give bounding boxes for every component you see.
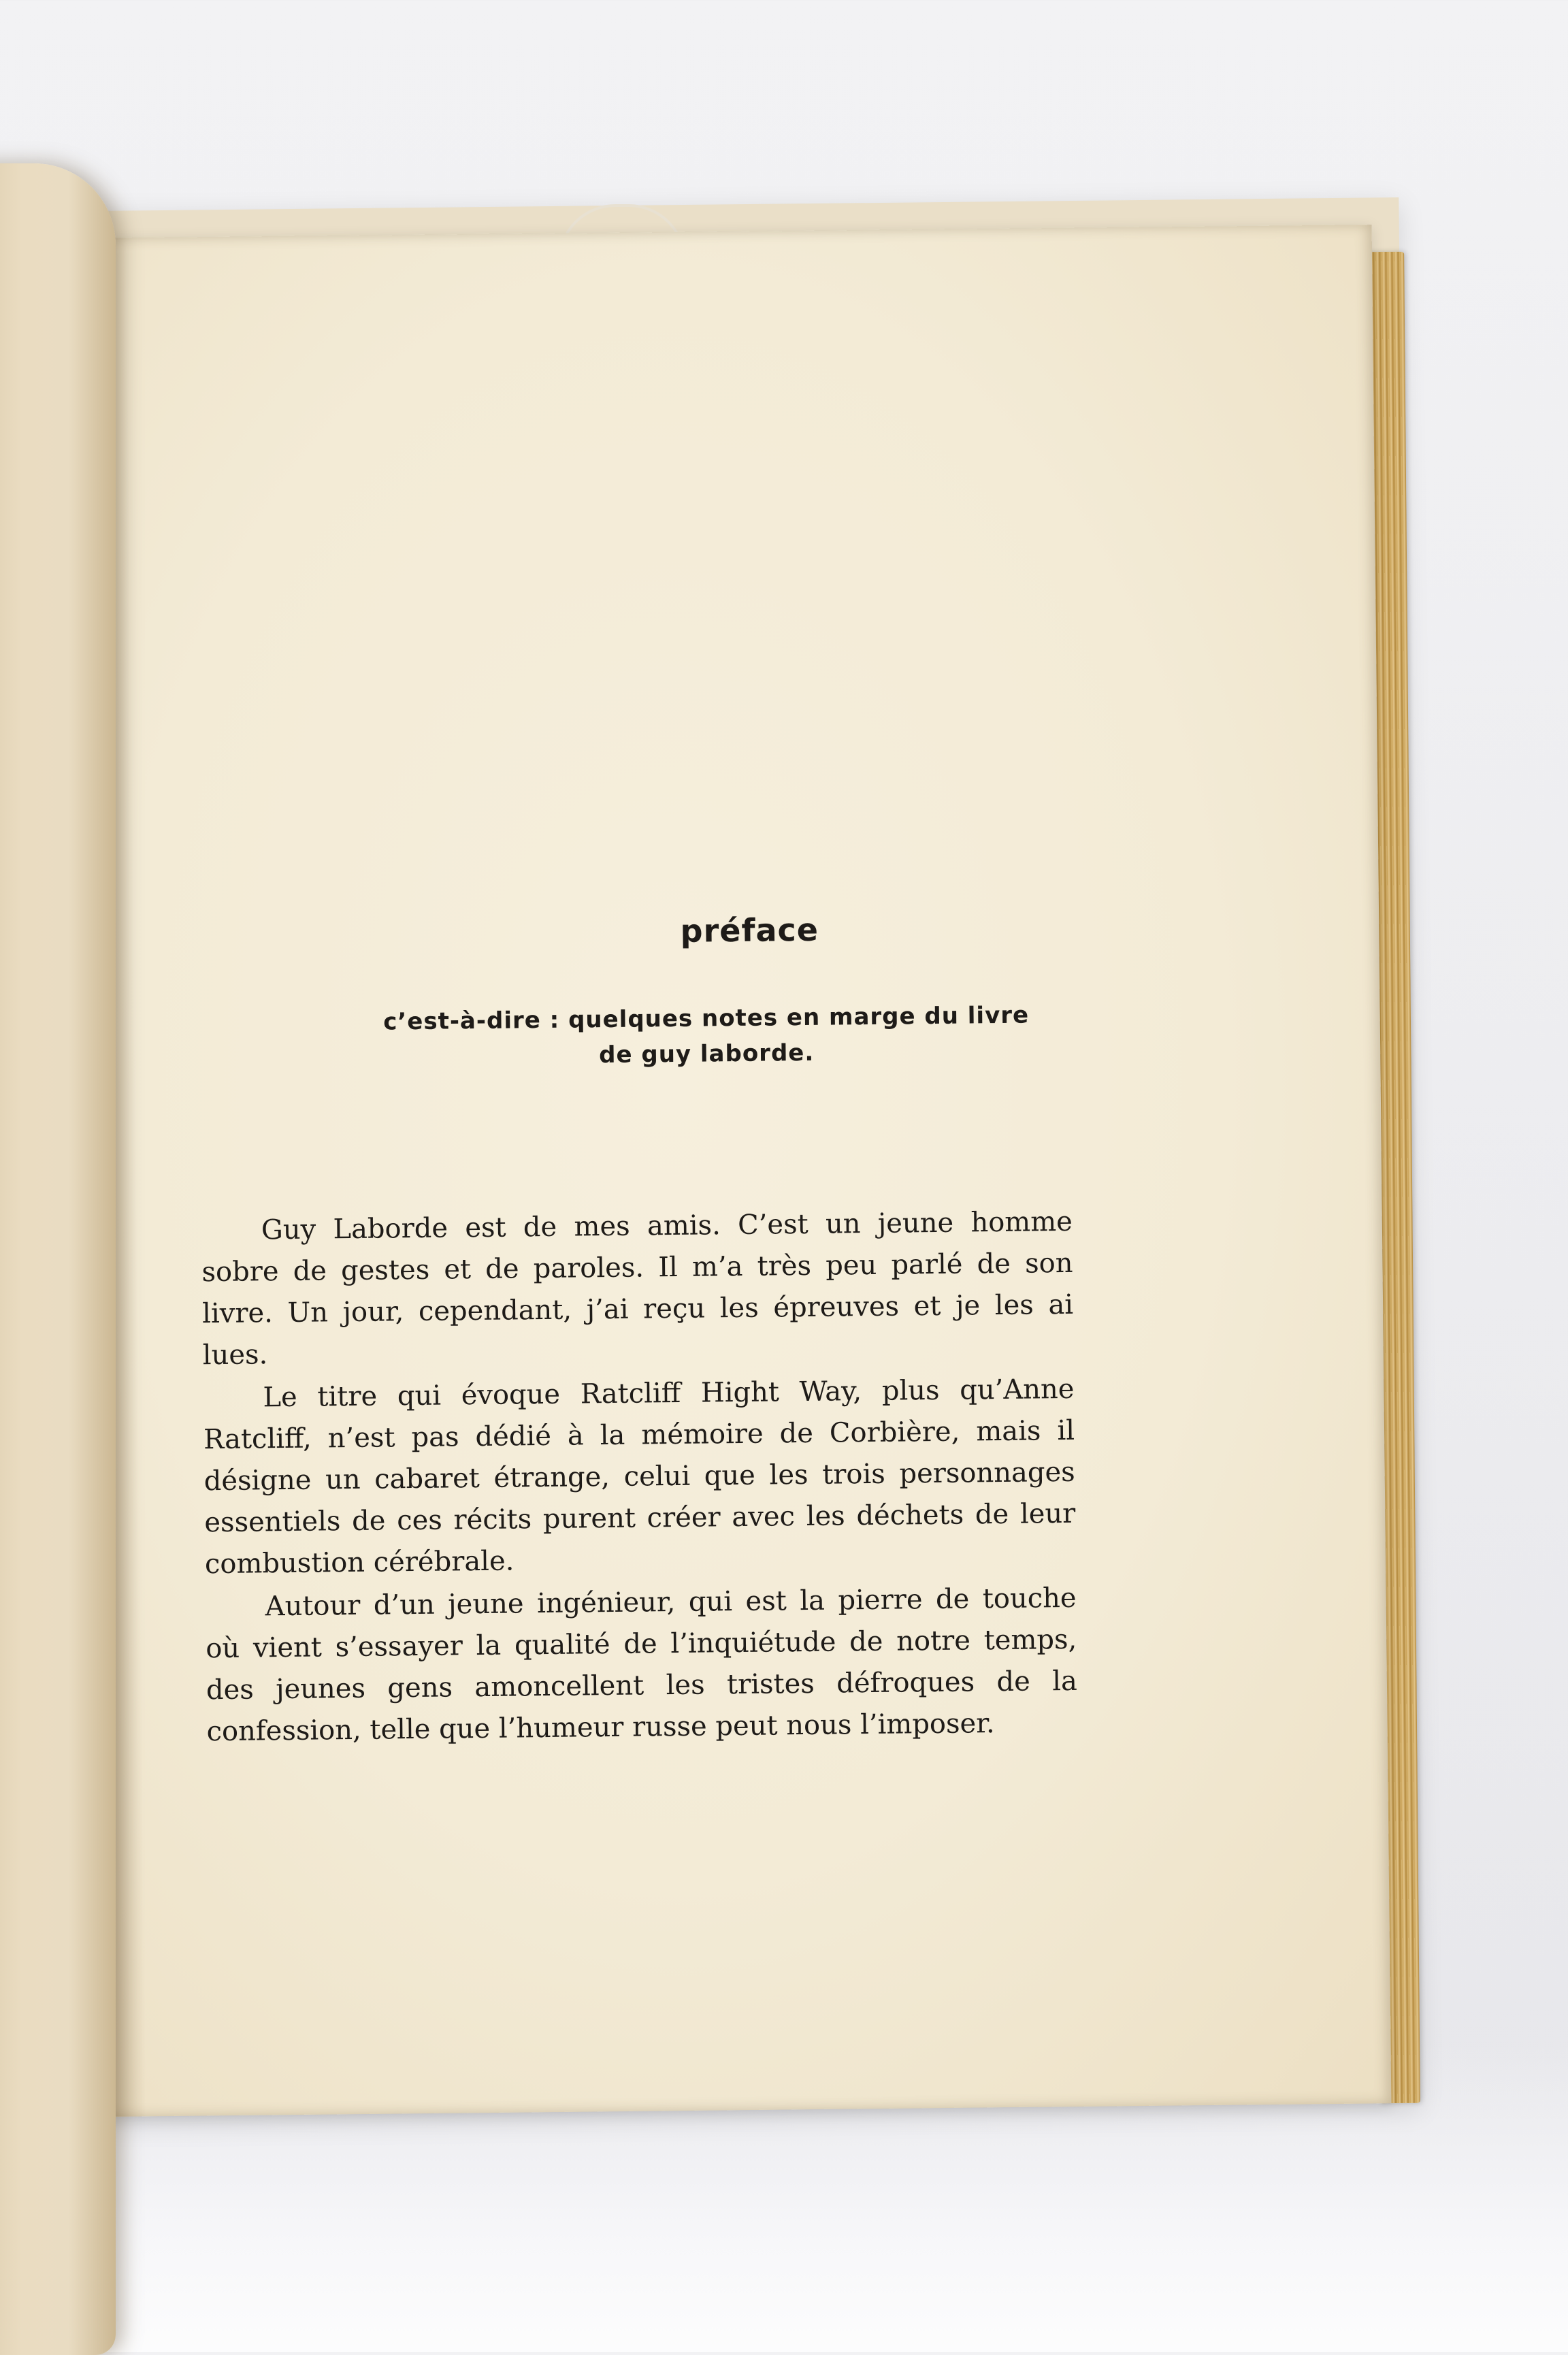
paragraph-2: Le titre qui évoque Ratcliff Hight Way, plus qu’Anne Ratcliff, n’est pas dédié à la mémoire de Corbière, mais il désigne un cabaret étrange, celui que les trois personnages essentiels de ces récits purent créer avec les déchets de leur combustion cérébrale.: [203, 1373, 1076, 1580]
subtitle-line-1: c’est-à-dire : quelques notes en marge du livre: [383, 1001, 1030, 1036]
body-text: [201, 1201, 1078, 1753]
paragraph-1: Guy Laborde est de mes amis. C’est un jeune homme sobre de gestes et de paroles. Il m’a très peu parlé de son livre. Un jour, cependant, j’ai reçu les épreuves et je les ai lues.: [201, 1205, 1074, 1371]
subtitle-line-2: de guy laborde.: [598, 1039, 815, 1069]
page-title: préface: [680, 911, 819, 949]
right-page: [86, 225, 1392, 2117]
page-subtitle: [127, 995, 1285, 1078]
left-page-curl: [0, 163, 116, 2355]
paragraph-3: Autour d’un jeune ingénieur, qui est la pierre de touche où vient s’essayer la qualité de l’inquiétude de notre temps, des jeunes gens amoncellent les tristes défroques de la confession, telle que l’humeur russe peut nous l’imposer.: [206, 1582, 1078, 1748]
